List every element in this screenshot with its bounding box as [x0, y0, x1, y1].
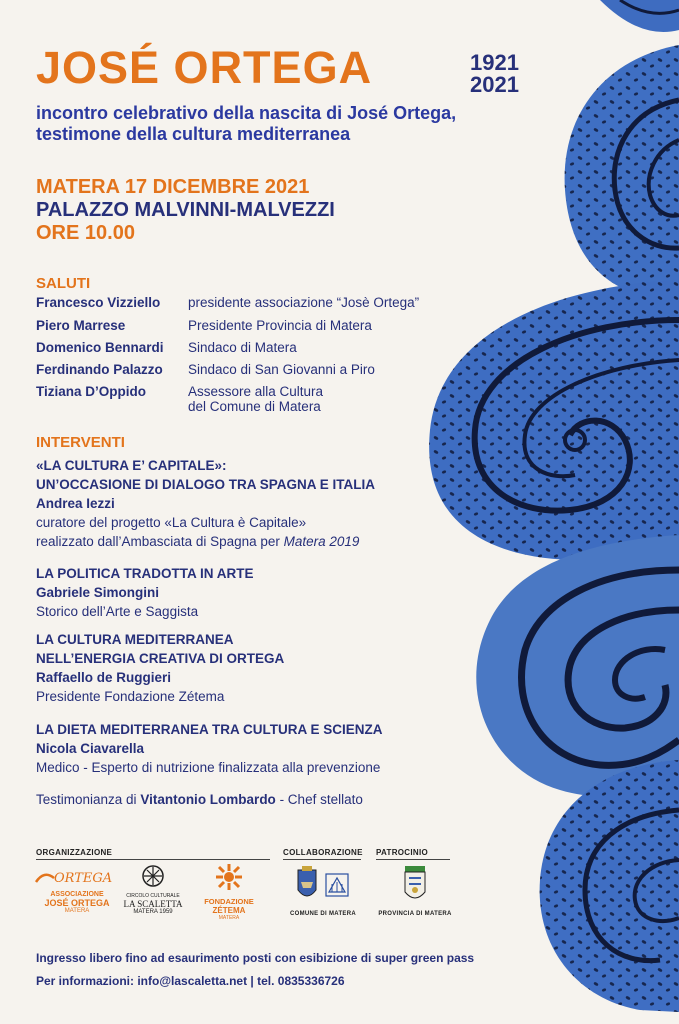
talk-desc-italic: Matera 2019: [283, 534, 360, 549]
logo-text: PROVINCIA DI MATERA: [378, 911, 452, 917]
saluti-name: Francesco Vizziello: [36, 295, 161, 310]
testimony: [36, 790, 363, 809]
year-end: 2021: [470, 72, 519, 97]
footer-contact: Per informazioni: info@lascaletta.net | tel. 0835336726: [36, 974, 345, 988]
saluti-row: [36, 384, 323, 414]
zetema-sun-icon: [214, 862, 244, 892]
talk-speaker: Nicola Ciavarella: [36, 741, 145, 756]
patrocinio-label: PATROCINIO: [376, 848, 429, 857]
saluti-role: Sindaco di San Giovanni a Piro: [188, 362, 375, 377]
logo-text: JOSÉ ORTEGA: [44, 898, 110, 908]
saluti-row: [36, 362, 375, 377]
logo-provincia-matera: [376, 866, 454, 917]
talk-desc-line-1: Storico dell’Arte e Saggista: [36, 604, 199, 619]
spiral-3: [476, 535, 679, 796]
logo-text: ASSOCIAZIONE: [50, 891, 104, 898]
logo-text: MATERA: [64, 908, 90, 914]
comune-crest-icon: [290, 866, 356, 906]
talk-speaker: Andrea Iezzi: [36, 496, 115, 511]
footer-entry-note: Ingresso libero fino ad esaurimento posti con esibizione di super green pass: [36, 951, 475, 965]
talk-speaker: Gabriele Simongini: [36, 585, 160, 600]
talk-3: [36, 630, 284, 706]
provincia-crest-icon: [395, 866, 435, 906]
saluti-name: Domenico Bennardi: [36, 340, 164, 355]
event-info: [36, 176, 335, 245]
event-time: ORE 10.00: [36, 222, 135, 244]
saluti-role: Presidente Provincia di Matera: [188, 318, 372, 333]
testimony-prefix: Testimonianza di: [36, 792, 141, 807]
saluti-row: [36, 318, 372, 333]
logo-fondazione-zetema: [196, 862, 262, 921]
organizzazione-label: ORGANIZZAZIONE: [36, 848, 113, 857]
talk-title-line-2: UN’OCCASIONE DI DIALOGO TRA SPAGNA E ITALIA: [36, 477, 376, 492]
spiral-top: [600, 0, 679, 32]
talk-title-line-1: LA CULTURA MEDITERRANEA: [36, 632, 234, 647]
logo-text: ZÉTEMA: [212, 906, 246, 915]
saluti-role: Sindaco di Matera: [188, 340, 297, 355]
saluti-row: [36, 295, 419, 310]
spiral-4: [540, 760, 679, 1012]
talk-speaker: Raffaello de Ruggieri: [36, 670, 172, 685]
spiral-2: [429, 280, 679, 560]
talk-title-line-1: LA DIETA MEDITERRANEA TRA CULTURA E SCIENZA: [36, 722, 383, 737]
saluti-name: Ferdinando Palazzo: [36, 362, 163, 377]
testimony-suffix: - Chef stellato: [275, 792, 363, 807]
collaborazione-label: COLLABORAZIONE: [283, 848, 363, 857]
logo-text: LA SCALETTA: [123, 899, 183, 909]
talk-desc-line-1: curatore del progetto «La Cultura è Capitale»: [36, 515, 307, 530]
event-date: MATERA 17 DICEMBRE 2021: [36, 176, 310, 198]
divider: [36, 859, 270, 860]
logo-la-scaletta: [118, 864, 188, 915]
saluti-row: [36, 340, 297, 355]
talk-title-line-1: LA POLITICA TRADOTTA IN ARTE: [36, 566, 254, 581]
divider: [283, 859, 361, 860]
talk-desc-line-1: Presidente Fondazione Zétema: [36, 689, 225, 704]
saluti-name: Tiziana D’Oppido: [36, 384, 147, 399]
main-title: JOSÉ ORTEGA: [36, 42, 373, 93]
logo-comune-matera: [283, 866, 363, 917]
saluti-role-line-1: Assessore alla Cultura: [188, 384, 324, 399]
ortega-wordmark-icon: [34, 868, 120, 886]
talk-4: [36, 720, 383, 777]
saluti-role: presidente associazione “Josè Ortega”: [188, 295, 420, 310]
talk-1: [36, 456, 375, 551]
logo-text: MATERA 1959: [133, 909, 173, 915]
saluti-name: Piero Marrese: [36, 318, 126, 333]
talk-desc-text: realizzato dall’Ambasciata di Spagna per: [36, 534, 284, 549]
subtitle: [36, 103, 456, 145]
event-venue: PALAZZO MALVINNI-MALVEZZI: [36, 199, 335, 221]
saluti-heading: SALUTI: [36, 275, 91, 292]
talk-desc-line-2: [36, 532, 375, 551]
talk-title-line-2: NELL’ENERGIA CREATIVA DI ORTEGA: [36, 651, 285, 666]
divider: [376, 859, 450, 860]
logo-text: COMUNE DI MATERA: [289, 911, 357, 917]
year-start: 1921: [470, 50, 519, 75]
logo-text: CIRCOLO CULTURALE: [126, 893, 180, 899]
saluti-role-line-2: del Comune di Matera: [188, 399, 321, 414]
scaletta-emblem-icon: [141, 864, 165, 888]
years-block: [470, 52, 519, 96]
logo-text: MATERA: [218, 915, 240, 921]
testimony-name: Vitantonio Lombardo: [140, 792, 276, 807]
subtitle-line-2: testimone della cultura mediterranea: [36, 124, 351, 144]
saluti-role: [188, 384, 323, 414]
interventi-heading: INTERVENTI: [36, 434, 125, 451]
logo-text: FONDAZIONE: [204, 897, 254, 906]
talk-2: [36, 564, 253, 621]
subtitle-line-1: incontro celebrativo della nascita di José Ortega,: [36, 103, 457, 123]
talk-desc-line-1: Medico - Esperto di nutrizione finalizzata alla prevenzione: [36, 760, 381, 775]
talk-title-line-1: «LA CULTURA E’ CAPITALE»:: [36, 458, 227, 473]
spiral-1: [565, 45, 679, 300]
ortega-wordmark-text: ORTEGA: [54, 871, 113, 886]
logo-associazione-ortega: [34, 868, 120, 914]
